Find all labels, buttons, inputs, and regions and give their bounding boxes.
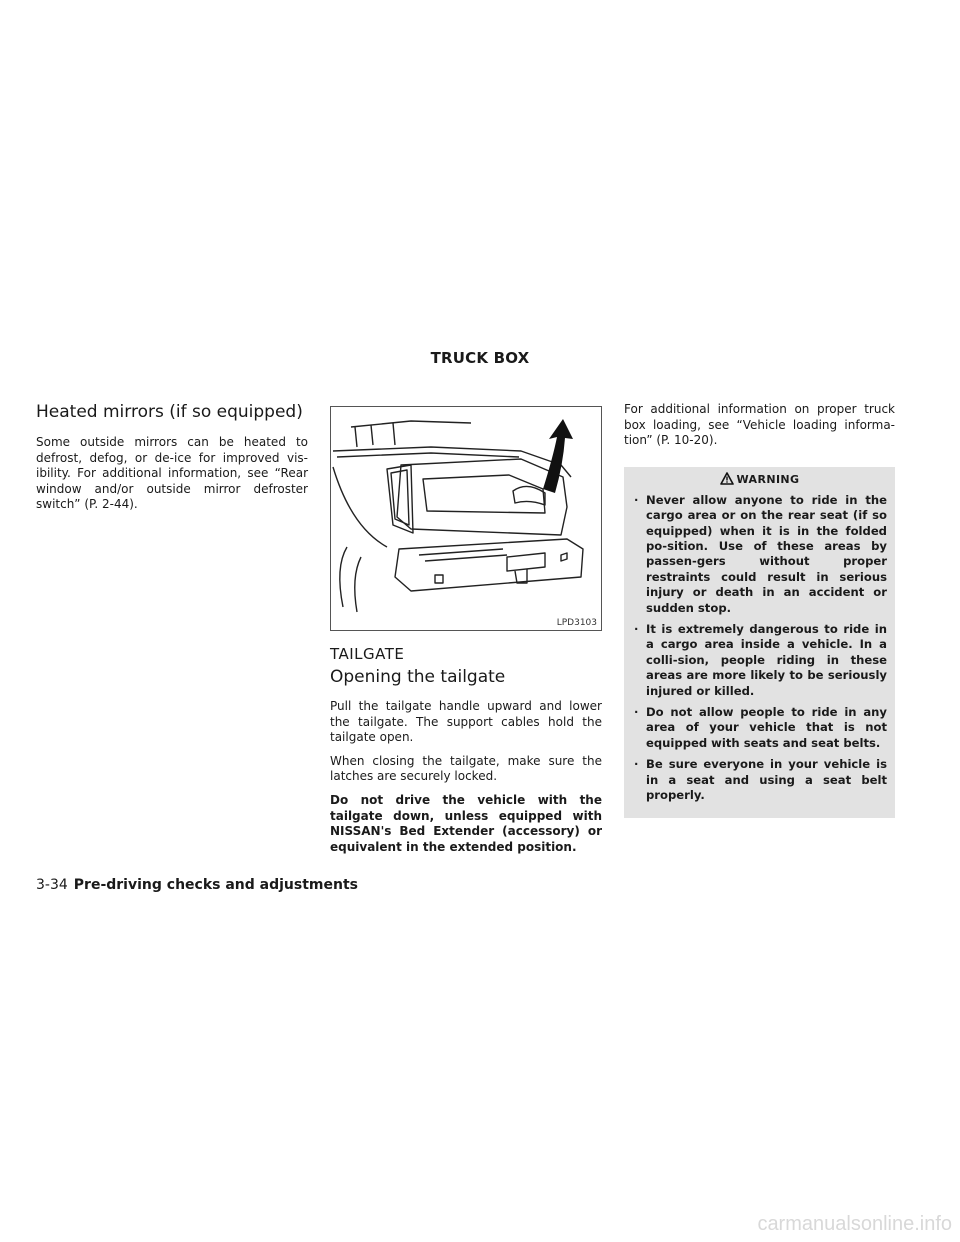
tailgate-section-title: TAILGATE: [330, 645, 405, 663]
page-number: 3-34: [36, 877, 68, 893]
section-header: TRUCK BOX: [430, 349, 530, 367]
truck-tailgate-drawing: [331, 407, 602, 631]
heated-mirrors-heading: Heated mirrors (if so equipped): [36, 402, 303, 422]
chapter-title: Pre-driving checks and adjustments: [73, 877, 358, 893]
warning-title: WARNING: [736, 473, 800, 487]
tailgate-illustration: [330, 406, 602, 631]
truck-loading-intro: For additional information on proper truck box loading, see “Vehicle loading informa-tion” (P. 10-20).: [624, 402, 895, 448]
tailgate-para-1: Pull the tailgate handle upward and lower the tailgate. The support cables hold the tailgate open.: [330, 699, 602, 745]
tailgate-para-3: Do not drive the vehicle with the tailgate down, unless equipped with NISSAN's Bed Extender (accessory) or equivalent in the extended position.: [330, 792, 602, 854]
heated-mirrors-body: Some outside mirrors can be heated to defrost, defog, or de-ice for improved vis-ibility. For additional information, see “Rear window and/or outside mirror defroster switch” (P. 2-44).: [36, 435, 308, 512]
warning-item: · It is extremely dangerous to ride in a cargo area inside a vehicle. In a colli-sion, people riding in these areas are more likely to be seriously injured or killed.: [632, 622, 887, 699]
figure-label: LPD3103: [556, 618, 597, 628]
page-footer: [36, 877, 358, 893]
warning-triangle-icon: [720, 472, 734, 488]
warning-header: [632, 467, 887, 493]
warning-item: · Do not allow people to ride in any area of your vehicle that is not equipped with seats and seat belts.: [632, 705, 887, 751]
watermark: carmanualsonline.info: [757, 1213, 952, 1235]
warning-item: · Never allow anyone to ride in the cargo area or on the rear seat (if so equipped) when it is in the folded po-sition. Use of these areas by passen-gers without proper restraints could result in serious injury or death in an accident or sudden stop.: [632, 493, 887, 616]
warning-list: [632, 493, 887, 804]
column-tailgate: [330, 402, 602, 863]
tailgate-para-2: When closing the tailgate, make sure the latches are securely locked.: [330, 753, 602, 784]
warning-item: · Be sure everyone in your vehicle is in a seat and using a seat belt properly.: [632, 757, 887, 803]
warning-box: [624, 467, 895, 818]
column-truck-box-loading: [624, 402, 895, 818]
opening-tailgate-subtitle: Opening the tailgate: [330, 667, 506, 687]
column-heated-mirrors: [36, 402, 308, 521]
